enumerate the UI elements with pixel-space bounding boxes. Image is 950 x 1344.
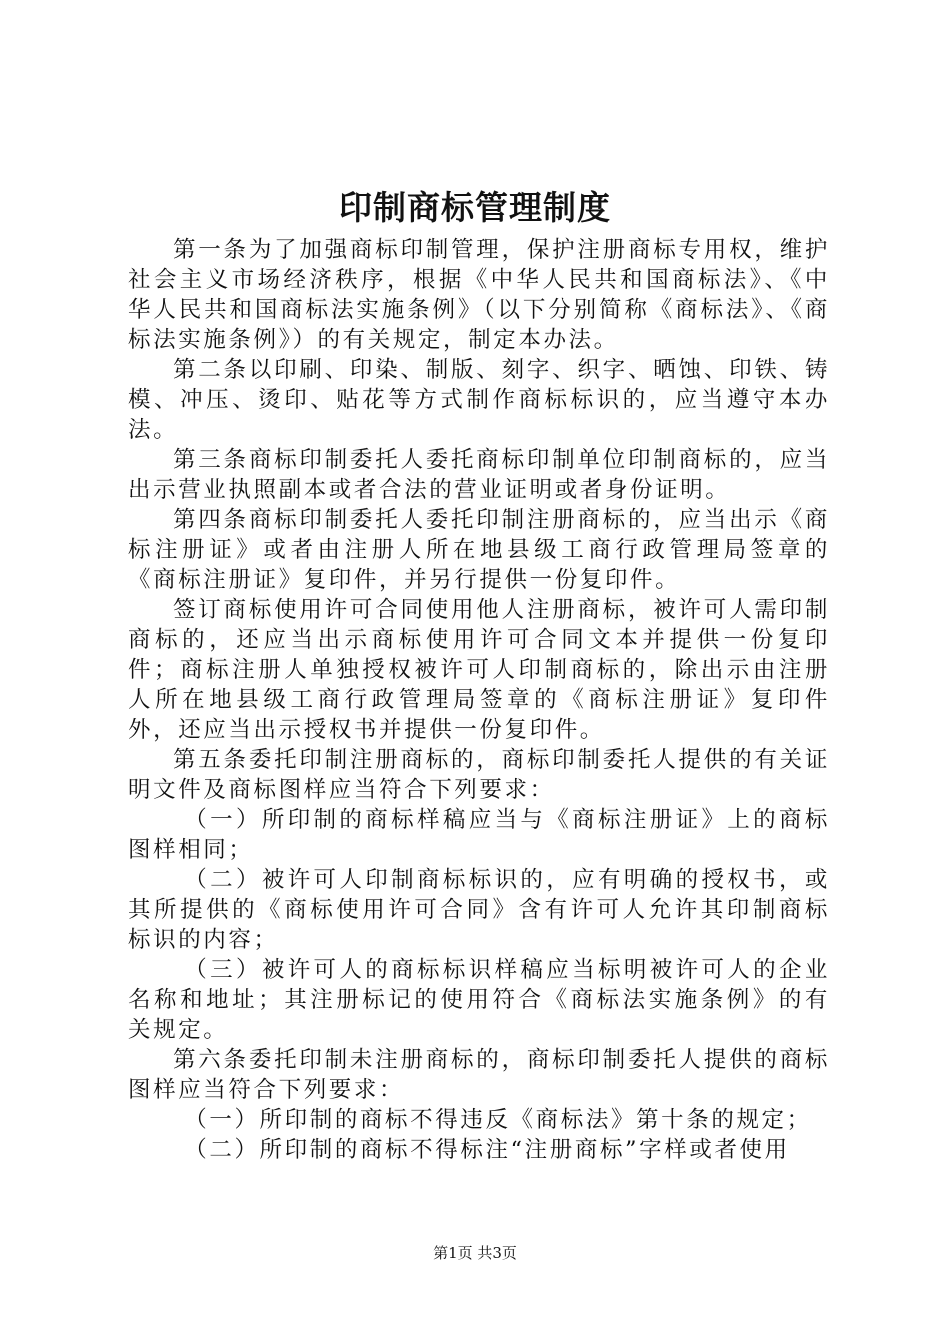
paragraph-article-1: 第一条为了加强商标印制管理，保护注册商标专用权，维护社会主义市场经济秩序，根据《中华人民共和国商标法》、《中华人民共和国商标法实施条例》（以下分别简称《商标法》、《商标法实施条例》）的有关规定，制定本办法。 bbox=[128, 237, 830, 353]
paragraph-article-4: 第四条商标印制委托人委托印制注册商标的，应当出示《商标注册证》或者由注册人所在地县级工商行政管理局签章的《商标注册证》复印件，并另行提供一份复印件。 bbox=[128, 507, 830, 593]
paragraph-article-6-item-1: （一）所印制的商标不得违反《商标法》第十条的规定； bbox=[184, 1107, 812, 1133]
paragraph-article-6-item-2: （二）所印制的商标不得标注“注册商标”字样或者使用 bbox=[184, 1137, 790, 1163]
paragraph-article-5-item-1: （一）所印制的商标样稿应当与《商标注册证》上的商标图样相同； bbox=[128, 807, 830, 863]
document-body bbox=[128, 235, 830, 1165]
page-number-footer: 第1页 共3页 bbox=[433, 1244, 517, 1262]
paragraph-article-6: 第六条委托印制未注册商标的，商标印制委托人提供的商标图样应当符合下列要求： bbox=[128, 1047, 830, 1103]
paragraph-license-contract: 签订商标使用许可合同使用他人注册商标，被许可人需印制商标的，还应当出示商标使用许可合同文本并提供一份复印件；商标注册人单独授权被许可人印制商标的，除出示由注册人所在地县级工商行政管理局签章的《商标注册证》复印件外，还应当出示授权书并提供一份复印件。 bbox=[128, 597, 830, 743]
paragraph-article-2: 第二条以印刷、印染、制版、刻字、织字、晒蚀、印铁、铸模、冲压、烫印、贴花等方式制作商标标识的，应当遵守本办法。 bbox=[128, 357, 830, 443]
paragraph-article-5-item-3: （三）被许可人的商标标识样稿应当标明被许可人的企业名称和地址；其注册标记的使用符合《商标法实施条例》的有关规定。 bbox=[128, 957, 830, 1043]
paragraph-article-3: 第三条商标印制委托人委托商标印制单位印制商标的，应当出示营业执照副本或者合法的营业证明或者身份证明。 bbox=[128, 447, 830, 503]
paragraph-article-5-item-2: （二）被许可人印制商标标识的，应有明确的授权书，或其所提供的《商标使用许可合同》含有许可人允许其印制商标标识的内容； bbox=[128, 867, 830, 953]
document-title: 印制商标管理制度 bbox=[339, 188, 611, 227]
paragraph-article-5: 第五条委托印制注册商标的，商标印制委托人提供的有关证明文件及商标图样应当符合下列要求： bbox=[128, 747, 830, 803]
